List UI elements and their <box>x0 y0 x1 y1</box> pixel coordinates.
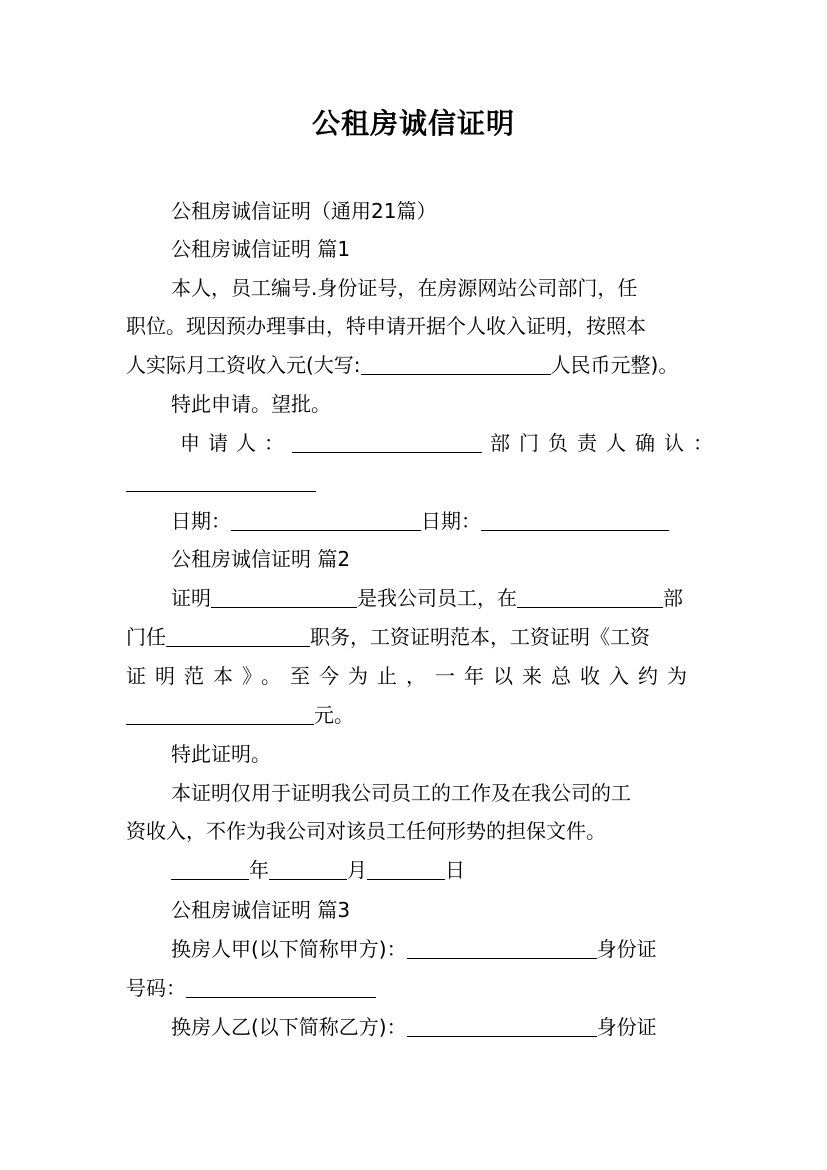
paragraph-line: 特此申请。望批。 <box>171 392 331 416</box>
month-label: 月 <box>347 858 367 882</box>
blank-line <box>186 977 376 998</box>
blank-line <box>517 587 663 608</box>
blank-line <box>292 432 482 453</box>
paragraph-line <box>171 936 702 962</box>
date-line <box>171 857 702 883</box>
text-span: 是我公司员工，在 <box>357 586 517 610</box>
text-span: 号码： <box>126 976 186 1000</box>
section-heading-3: 公租房诚信证明 篇3 <box>171 898 351 922</box>
blank-line <box>171 859 249 880</box>
blank-line <box>126 471 316 492</box>
year-label: 年 <box>249 858 269 882</box>
paragraph-line <box>171 585 702 611</box>
dept-confirm-label: 部门负责人确认： <box>490 431 722 455</box>
date-label: 日期： <box>421 509 481 533</box>
blank-line <box>407 1016 597 1037</box>
text-span: 门任 <box>126 625 166 649</box>
text-span: 职务，工资证明范本，工资证明《工资 <box>310 625 650 649</box>
document-title: 公租房诚信证明 <box>311 107 515 140</box>
blank-line <box>361 354 551 375</box>
blank-line <box>367 859 445 880</box>
text-span: 身份证 <box>596 937 657 961</box>
paragraph-line: 特此证明。 <box>171 742 271 766</box>
paragraph-line <box>126 624 702 650</box>
text-span: 人民币元整)。 <box>550 353 679 377</box>
text-span: 换房人乙(以下简称乙方)： <box>171 1015 407 1039</box>
signature-line <box>126 469 702 495</box>
blank-line <box>231 510 421 531</box>
blank-line <box>166 626 310 647</box>
blank-line <box>126 704 314 725</box>
blank-line <box>269 859 347 880</box>
text-span: 人实际月工资收入元(大写: <box>126 353 361 377</box>
section-heading-2: 公租房诚信证明 篇2 <box>171 547 351 571</box>
signature-line <box>180 430 722 456</box>
paragraph-line <box>171 1014 702 1040</box>
text-span: 职位。现因预办理事由，特申请开据个人收入证明，按照本 <box>126 314 646 338</box>
paragraph-line: 本证明仅用于证明我公司员工的工作及在我公司的工 <box>171 781 631 805</box>
paragraph-line: 证明范本》。至今为止，一年以来总收入约为 <box>126 664 696 688</box>
section-heading-1: 公租房诚信证明 篇1 <box>171 237 351 261</box>
text-span: 证明 <box>171 586 211 610</box>
date-line <box>171 508 702 534</box>
blank-line <box>481 510 669 531</box>
document-subtitle: 公租房诚信证明（通用21篇） <box>171 199 437 223</box>
paragraph-line <box>171 275 702 301</box>
blank-line <box>211 587 357 608</box>
day-label: 日 <box>445 858 465 882</box>
text-span: 部 <box>663 586 683 610</box>
text-span: 换房人甲(以下简称甲方)： <box>171 937 407 961</box>
paragraph-line <box>126 352 702 378</box>
applicant-label: 申请人： <box>180 431 292 455</box>
text-span: 元。 <box>314 703 354 727</box>
date-label: 日期： <box>171 509 231 533</box>
blank-line <box>407 938 597 959</box>
paragraph-line <box>126 313 702 339</box>
paragraph-line: 资收入，不作为我公司对该员工任何形势的担保文件。 <box>126 819 606 843</box>
paragraph-line <box>126 975 702 1001</box>
text-span: 本人，员工编号.身份证号，在房源网站公司部门，任 <box>171 276 638 300</box>
paragraph-line <box>126 702 702 728</box>
text-span: 身份证 <box>596 1015 657 1039</box>
